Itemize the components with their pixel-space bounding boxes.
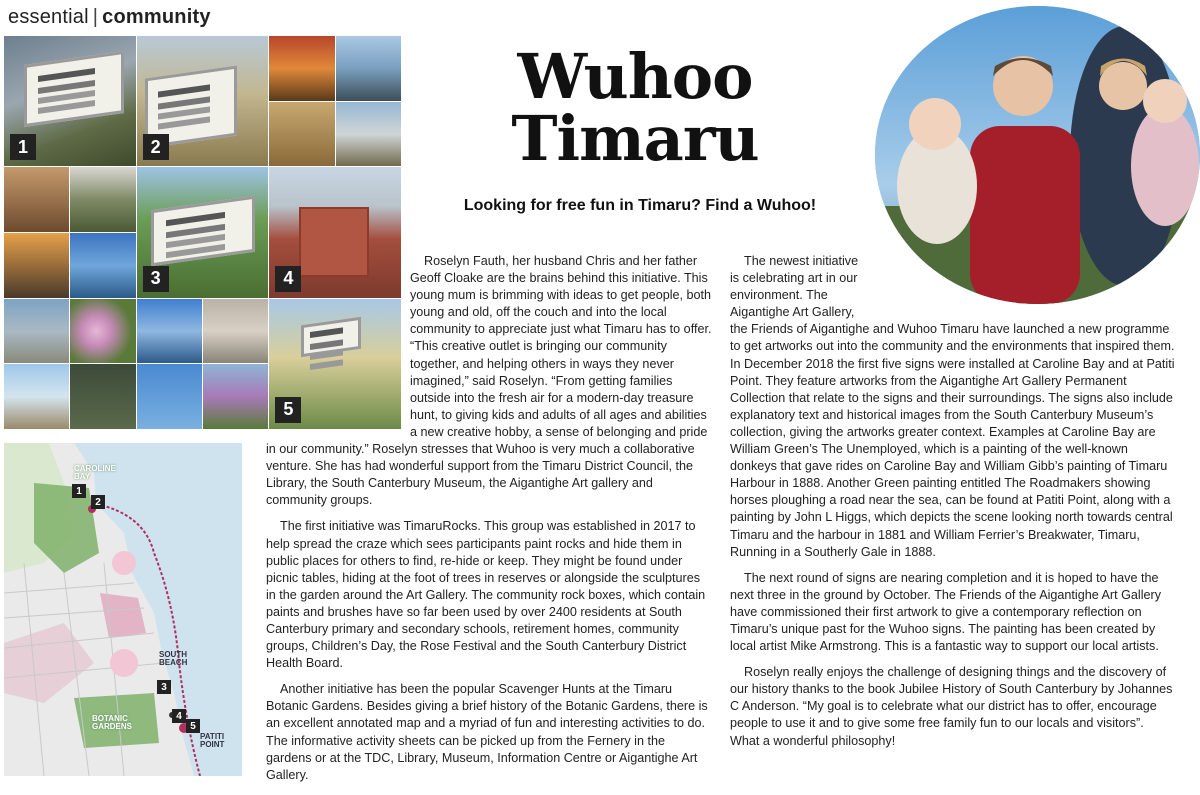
collage-photo-sea	[70, 233, 135, 298]
collage-photo-dunes	[269, 102, 334, 167]
collage-number-5: 5	[275, 397, 301, 423]
article-column-left	[266, 253, 712, 793]
article-paragraph: The newest initiative is celebrating art in our environment. The Aigantighe Art Gallery, the Friends of Aigantighe and Wuhoo Timaru have launched a new programme to get artworks out into the community and the environments that inspired them. In December 2018 the first five signs were installed at Caroline Bay and at Patiti Point. They feature artworks from the Aigantighe Art Gallery Permanent Collection that relate to the signs and their surroundings. The signs also include explanatory text and historical images from the South Canterbury Museum’s collection, giving the artworks greater context. Examples at Caroline Bay are William Green’s The Unemployed, which is a painting of the well-known donkeys that gave rides on Caroline Bay and William Gibb’s painting of Timaru Harbour in 1888. Another Green painting entitled The Roadmakers showing horses ploughing a road near the sea, can be found at Patiti Point, along with a painting by John L Higgs, which depicts the scene looking north towards central Timaru and the harbour in 1881 and William Ferrier’s Breakwater, Timaru, Running in a Southerly Gale in 1888.	[730, 254, 1175, 559]
collage-photo-path	[70, 167, 135, 232]
collage-photo-flowers	[70, 299, 135, 364]
map-marker-1: 1	[72, 484, 86, 498]
collage-number-3: 3	[143, 266, 169, 292]
section-separator: |	[92, 6, 99, 28]
article-paragraph: Roselyn really enjoys the challenge of designing things and the discovery of our history thanks to the book Jubilee History of South Canterbury by Johannes C Anderson. “My goal is to celebrate what our district has to offer, encourage people to use it and to give some free family fun to our locals and visitors”. What a wonderful philosophy!	[730, 665, 1173, 748]
article-paragraph: Roselyn Fauth, her husband Chris and her father Geoff Cloake are the brains behind this initiative. This young mum is brimming with ideas to get people, both young and old, off the couch and into the local community to appreciate just what Timaru has to offer. “This creative outlet is bringing our community together, and helping others in ways they never imagined,” said Roselyn. “From getting families outside into the fresh air for a modern-day treasure hunt, to giving kids and adults of all ages and abilities a new creative hobby, a sense of belonging and pride in our community.” Roselyn stresses that Wuhoo is very much a collaborative venture. She has had wonderful support from the Timaru District Council, the Library, the South Canterbury Museum, the Aigantighe Art gallery and community groups.	[266, 254, 712, 508]
article-title-line-2: Timaru	[511, 102, 759, 175]
collage-photo-harbour	[336, 102, 401, 167]
map-label-south-beach: SOUTH BEACH	[159, 650, 188, 667]
map-marker-2: 2	[91, 495, 105, 509]
timaru-map	[4, 443, 242, 776]
section-label-essential: essential	[8, 6, 89, 28]
map-marker-5: 5	[186, 719, 200, 733]
collage-photo-lupins	[203, 364, 268, 429]
collage-photo-tree	[70, 364, 135, 429]
article-paragraph: Another initiative has been the popular Scavenger Hunts at the Timaru Botanic Gardens. Besides giving a brief history of the Botanic Gardens, there is an excellent annotated map and a myriad of fun and interesting activities to do. The informative activity sheets can be picked up from the Fernery in the gardens or at the TDC, Library, Museum, Information Centre or Aigantighe Art Gallery.	[266, 682, 708, 782]
collage-photo-stones	[203, 299, 268, 364]
collage-number-4: 4	[275, 266, 301, 292]
article-title-line-1: Wuhoo	[517, 40, 753, 113]
collage-photo-sunset	[4, 167, 69, 232]
collage-number-1: 1	[10, 134, 36, 160]
collage-number-2: 2	[143, 134, 169, 160]
collage-wrap-spacer	[266, 253, 410, 431]
collage-photo-sign-2	[137, 36, 269, 166]
collage-photo-runner	[4, 364, 69, 429]
map-label-patiti-point: PATITI POINT	[200, 732, 225, 749]
collage-photo-seagull	[137, 364, 202, 429]
section-label-community: community	[102, 6, 211, 28]
collage-photo-sign-3	[137, 167, 269, 297]
section-header	[8, 6, 211, 29]
article-paragraph: The next round of signs are nearing completion and it is hoped to have the next three in the ground by October. The Friends of the Aigantighe Art Gallery have commissioned their first artwork to give a contemporary reflection on Timaru’s unique past for the Wuhoo signs. The painting has been created by local artist Mike Armstrong. This is a fantastic way to support our local artists.	[730, 570, 1162, 654]
article-column-right	[730, 253, 1175, 759]
article-paragraph: The first initiative was TimaruRocks. This group was established in 2017 to help spread the craze which sees participants paint rocks and hide them in public places for others to find, re-hide or keep. They might be found under picnic tables, hiding at the foot of trees in reserves or alongside the sculptures in the garden around the Art Gallery. The community rock boxes, which contain paints and brushes have so far been used by over 2400 residents at South Canterbury primary and secondary schools, retirement homes, community groups, Children’s Day, the Rose Festival and the South Canterbury District Health Board.	[266, 519, 706, 671]
collage-photo-sign-1	[4, 36, 136, 166]
collage-photo-driftwood	[4, 233, 69, 298]
collage-photo-pier	[336, 36, 401, 101]
map-marker-3: 3	[157, 680, 171, 694]
map-label-caroline-bay: CAROLINE BAY	[74, 464, 116, 481]
photo-wrap-spacer	[869, 253, 1175, 321]
collage-photo-beach	[4, 299, 69, 364]
map-marker-4: 4	[172, 709, 186, 723]
collage-photo-ocean	[137, 299, 202, 364]
map-label-botanic-gardens: BOTANIC GARDENS	[92, 714, 133, 731]
article-subtitle: Looking for free fun in Timaru? Find a Wuhoo!	[463, 197, 817, 214]
collage-photo-flax	[269, 36, 334, 101]
article-title	[470, 40, 800, 175]
